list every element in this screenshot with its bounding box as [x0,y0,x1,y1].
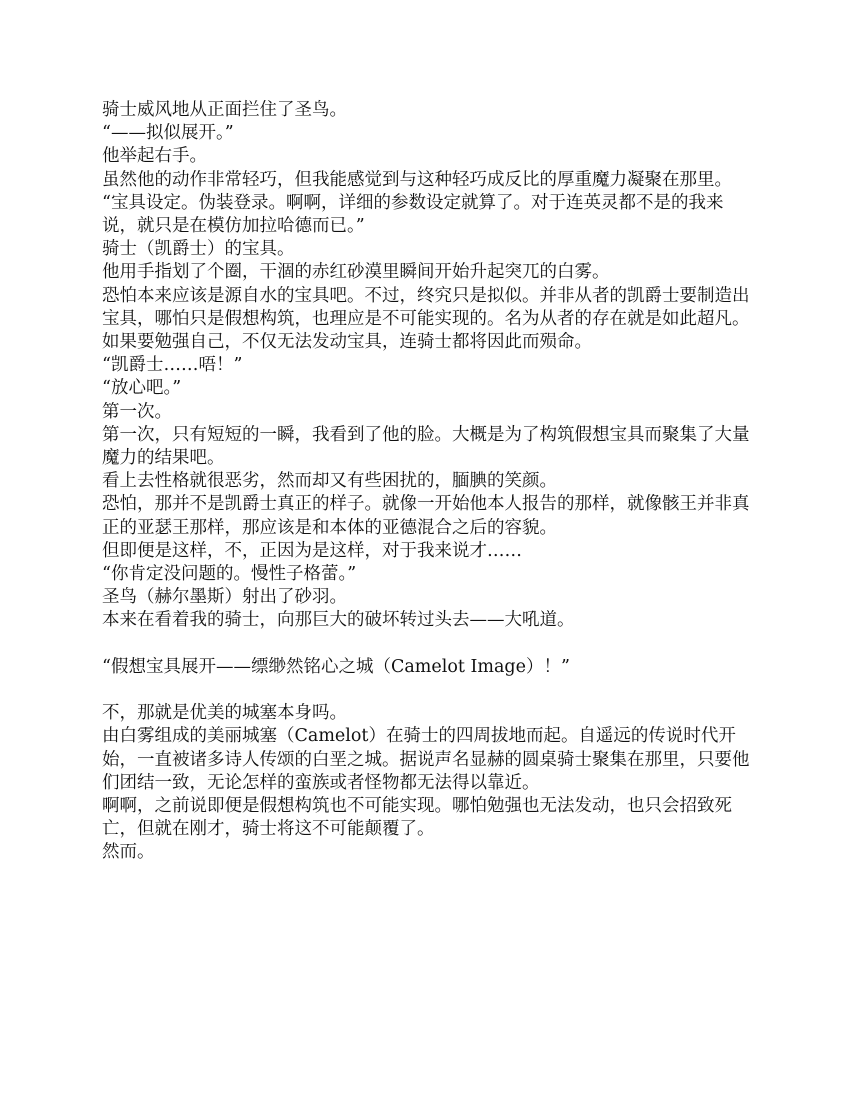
paragraph: 啊啊，之前说即便是假想构筑也不可能实现。哪怕勉强也无法发动，也只会招致死亡，但就在刚才，骑士将这不可能颠覆了。 [102,796,732,840]
paragraph: 但即便是这样，不，正因为是这样，对于我来说才…… [102,540,522,561]
paragraph: 本来在看着我的骑士，向那巨大的破坏转过头去——大吼道。 [102,610,575,631]
paragraph: “放心吧。” [102,378,182,399]
text-body [102,99,752,865]
paragraph: 骑士（凯爵士）的宝具。 [102,239,295,260]
paragraph: 看上去性格就很恶劣，然而却又有些困扰的，腼腆的笑颜。 [102,471,557,492]
paragraph: 骑士威风地从正面拦住了圣鸟。 [102,100,347,120]
paragraph: 恐怕本来应该是源自水的宝具吧。不过，终究只是拟似。并非从者的凯爵士要制造出宝具，哪怕只是假想构筑，也理应是不可能实现的。名为从者的存在就是如此超凡。 [102,285,750,329]
paragraph: 如果要勉强自己，不仅无法发动宝具，连骑士都将因此而殒命。 [102,332,592,353]
paragraph: “宝具设定。伪装登录。啊啊，详细的参数设定就算了。对于连英灵都不是的我来说，就只是在模仿加拉哈德而已。” [102,192,724,237]
paragraph: “凯爵士……唔！” [102,355,243,376]
paragraph: 不，那就是优美的城塞本身吗。 [102,703,347,724]
paragraph: 然而。 [102,842,155,863]
paragraph: 虽然他的动作非常轻巧，但我能感觉到与这种轻巧成反比的厚重魔力凝聚在那里。 [102,169,732,190]
paragraph: “——拟似展开。” [102,123,234,144]
paragraph: “你肯定没问题的。慢性子格蕾。” [102,564,357,585]
blank-line [102,633,752,656]
blank-line [102,679,752,702]
paragraph-chant: “假想宝具展开——缥缈然铭心之城（Camelot Image）！” [102,656,570,677]
paragraph: 由白雾组成的美丽城塞（Camelot）在骑士的四周拔地而起。自遥远的传说时代开始，一直被诸多诗人传颂的白垩之城。据说声名显赫的圆桌骑士聚集在那里，只要他们团结一致，无论怎样的蛮族或者怪物都无法得以靠近。 [102,726,750,793]
paragraph: 他用手指划了个圈，干涸的赤红砂漠里瞬间开始升起突兀的白雾。 [102,262,610,283]
paragraph: 恐怕，那并不是凯爵士真正的样子。就像一开始他本人报告的那样，就像骸王并非真正的亚瑟王那样，那应该是和本体的亚德混合之后的容貌。 [102,494,750,538]
paragraph: 圣鸟（赫尔墨斯）射出了砂羽。 [102,587,347,608]
paragraph: 第一次，只有短短的一瞬，我看到了他的脸。大概是为了构筑假想宝具而聚集了大量魔力的结果吧。 [102,424,750,469]
paragraph: 他举起右手。 [102,146,207,167]
paragraph: 第一次。 [102,401,172,422]
